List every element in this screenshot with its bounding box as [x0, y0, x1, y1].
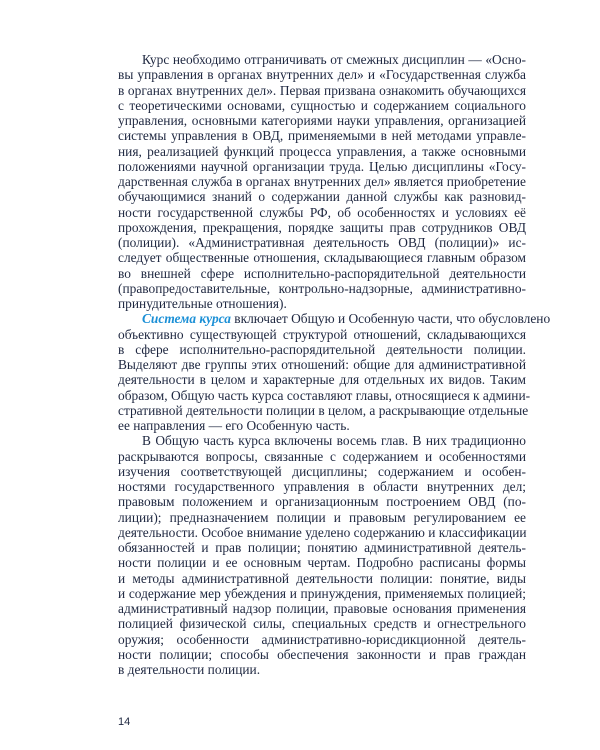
text-line: следует общественные отношения, складывающиеся главным образом	[118, 250, 526, 266]
text-line: (правопредоставительные, контрольно-надзорные, административно-	[118, 280, 526, 296]
text-line: и методы административной деятельности полиции: понятие, виды	[118, 570, 526, 586]
text-line: В Общую часть курса включены восемь глав. В них традиционно	[142, 433, 526, 449]
text-line: ности государственной службы РФ, об особенностях и условиях её	[118, 204, 526, 220]
text-line: в сфере исполнительно-распорядительной деятельности полиции.	[118, 341, 526, 357]
text-line: ния, реализацией функций процесса управления, а также основными	[118, 143, 526, 159]
lead-term: Система курса	[142, 311, 231, 327]
text-line: объективно существующей структурой отношений, складывающихся	[118, 326, 526, 342]
paragraph	[118, 311, 551, 433]
text-line: дарственная служба в органах внутренних дел» является приобретение	[118, 174, 526, 189]
text-line: управления, основными категориями науки управления, организацией	[118, 113, 526, 128]
text-line: системы управления в ОВД, применяемыми в ней методами управле-	[118, 128, 526, 144]
line-text: включает Общую и Особенную части, что обусловлено	[230, 311, 551, 327]
text-line: положениями научной организации труда. Целью дисциплины «Госу-	[118, 158, 526, 174]
text-line: и содержание мер убеждения и принуждения, применяемых полицией;	[118, 585, 526, 601]
text-line: раскрываются вопросы, связанные с содержанием и особенностями	[118, 448, 526, 464]
text-line: полицией физической силы, специальных средств и огнестрельного	[118, 616, 526, 632]
text-line: ности полиции и ее основным чертам. Подробно расписаны формы	[118, 555, 526, 571]
text-line: в деятельности полиции.	[118, 662, 261, 677]
text-line: обязанностей и прав полиции; понятию административной деятель-	[118, 540, 526, 555]
text-line: во внешней сфере исполнительно-распорядительной деятельности	[118, 265, 526, 281]
text-line: Выделяют две группы этих отношений: общие для административной	[118, 357, 526, 372]
text-line: в органах внутренних дел». Первая призвана ознакомить обучающихся	[118, 82, 526, 98]
text-line: прохождения, прекращения, порядке защиты прав сотрудников ОВД	[118, 219, 526, 235]
text-line: ности полиции; способы обеспечения законности и прав граждан	[118, 646, 526, 662]
text-line: изучения соответствующей дисциплины; содержанием и особен-	[118, 463, 526, 479]
text-line: (полиции). «Административная деятельность ОВД (полиции)» ис-	[118, 235, 526, 250]
text-line: вы управления в органах внутренних дел» и «Государственная служба	[118, 67, 526, 83]
text-line: Курс необходимо отграничивать от смежных дисциплин — «Осно-	[142, 52, 526, 67]
text-line: лиции); предназначением полиции и правовым регулированием ее	[118, 509, 526, 525]
text-line: деятельности. Особое внимание уделено содержанию и классификации	[118, 524, 527, 540]
text-line: стративной деятельности полиции в целом, а раскрывающие отдельные	[118, 402, 529, 418]
text-line: принудительные отношения).	[118, 296, 287, 311]
page-number: 14	[118, 716, 131, 728]
paragraph	[118, 433, 526, 677]
text-line: с теоретическими основами, сущностью и содержанием социального	[118, 97, 526, 113]
text-line	[118, 311, 551, 327]
text-line: ее направления — его Особенную часть.	[118, 418, 350, 433]
text-line: административный надзор полиции, правовые основания применения	[118, 601, 526, 616]
text-line: образом, Общую часть курса составляют главы, относящиеся к админи-	[118, 387, 531, 403]
page-body	[118, 52, 551, 677]
text-line: оружия; особенности административно-юрисдикционной деятель-	[118, 631, 526, 647]
text-line: деятельности в целом и характерные для отдельных их видов. Таким	[118, 372, 526, 388]
paragraph	[118, 52, 526, 311]
text-line: обучающимися знаний о содержании данной службы как разновид-	[118, 189, 526, 205]
text-line: правовым положением и организационным построением ОВД (по-	[118, 494, 526, 510]
text-line: ностями государственного управления в области внутренних дел;	[118, 479, 526, 494]
